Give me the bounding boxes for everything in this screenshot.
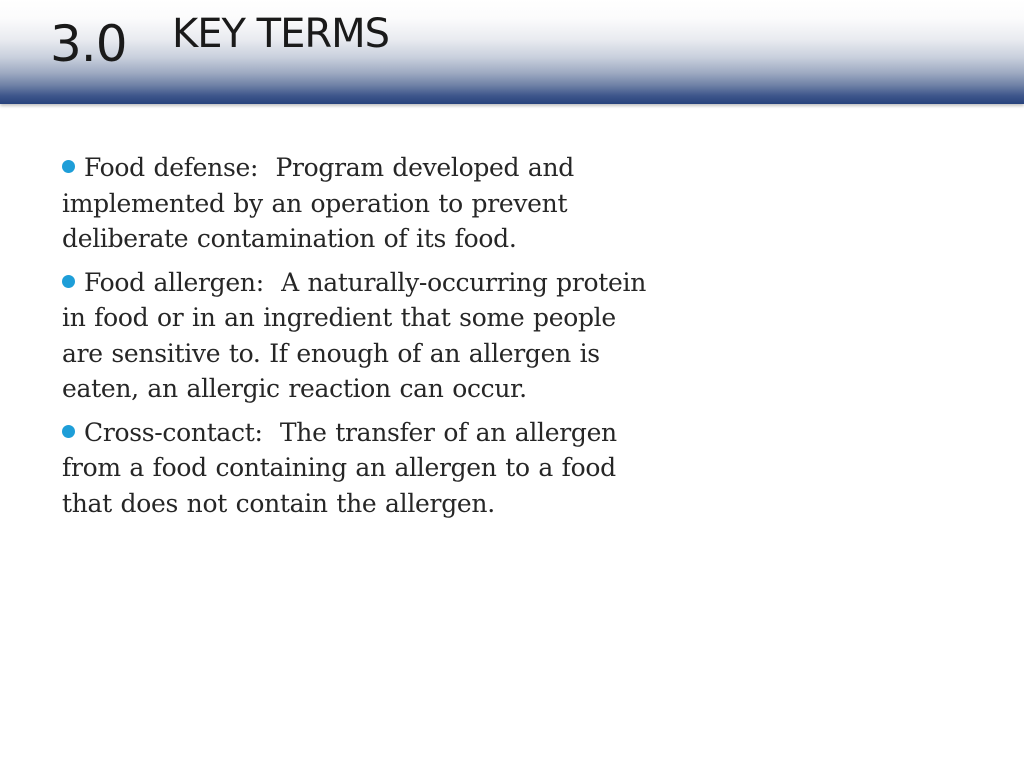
term-name: Cross-contact : <box>84 418 280 447</box>
list-item <box>62 415 662 522</box>
list-item <box>62 150 662 257</box>
list-item <box>62 265 662 407</box>
term-name: Food defense : <box>84 153 275 182</box>
term-definition: A naturally-occurring protein in food or in an ingredient that some people are sensitive to. If enough of an allergen is eaten, an allergic reaction can occur. <box>62 267 647 403</box>
key-terms-list <box>62 150 662 529</box>
bullet-icon <box>62 160 75 173</box>
term-name: Food allergen : <box>84 268 281 297</box>
bullet-icon <box>62 425 75 438</box>
term-definition: Program developed and implemented by an operation to prevent deliberate contamination of its food. <box>62 153 574 253</box>
slide-title: KEY TERMS <box>172 11 390 57</box>
bullet-icon <box>62 275 75 288</box>
term-definition: The transfer of an allergen from a food containing an allergen to a food that does not contain the allergen. <box>62 417 617 518</box>
section-number: 3.0 <box>50 15 127 73</box>
header-band <box>0 0 1024 104</box>
